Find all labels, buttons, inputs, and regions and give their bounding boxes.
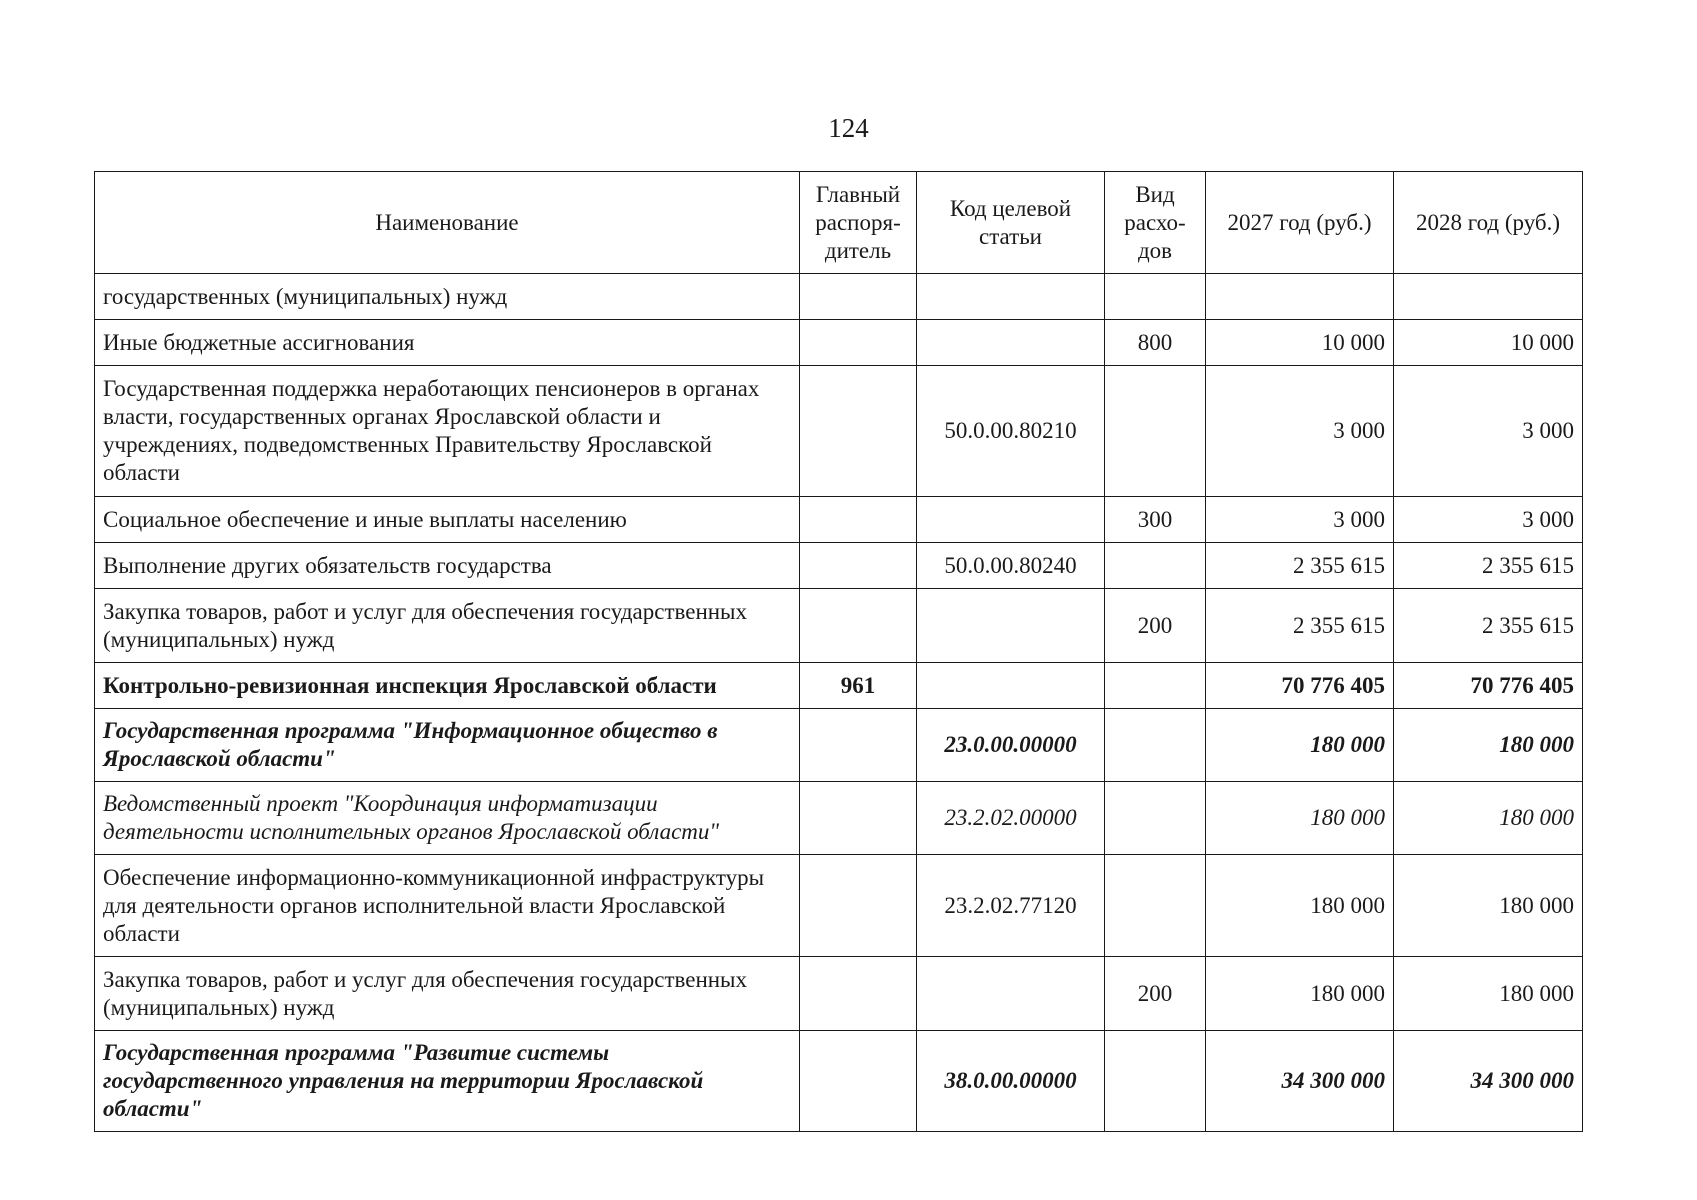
row-name: государственных (муниципальных) нужд xyxy=(95,274,800,320)
header-expense-type: Вид расхо-дов xyxy=(1105,172,1206,274)
row-name: Социальное обеспечение и иные выплаты населению xyxy=(95,497,800,543)
row-name: Контрольно-ревизионная инспекция Ярославской области xyxy=(95,663,800,709)
row-manager xyxy=(800,497,917,543)
row-type: 200 xyxy=(1105,957,1206,1031)
row-2028: 10 000 xyxy=(1394,320,1583,366)
row-manager xyxy=(800,366,917,497)
row-type xyxy=(1105,366,1206,497)
row-manager: 961 xyxy=(800,663,917,709)
row-type xyxy=(1105,855,1206,957)
row-name: Выполнение других обязательств государства xyxy=(95,543,800,589)
row-type: 300 xyxy=(1105,497,1206,543)
row-manager xyxy=(800,855,917,957)
header-year-2027: 2027 год (руб.) xyxy=(1206,172,1394,274)
row-2027: 180 000 xyxy=(1206,782,1394,855)
row-type xyxy=(1105,1031,1206,1132)
table-row xyxy=(95,589,1583,663)
row-2027: 2 355 615 xyxy=(1206,589,1394,663)
row-name: Иные бюджетные ассигнования xyxy=(95,320,800,366)
row-name: Государственная программа "Информационное общество в Ярославской области" xyxy=(95,709,800,782)
row-manager xyxy=(800,1031,917,1132)
row-2027: 34 300 000 xyxy=(1206,1031,1394,1132)
row-code: 38.0.00.00000 xyxy=(917,1031,1105,1132)
table-row xyxy=(95,709,1583,782)
row-type xyxy=(1105,663,1206,709)
row-code xyxy=(917,274,1105,320)
header-year-2028: 2028 год (руб.) xyxy=(1394,172,1583,274)
row-2027 xyxy=(1206,274,1394,320)
table-row xyxy=(95,957,1583,1031)
row-2028: 180 000 xyxy=(1394,855,1583,957)
table-row xyxy=(95,1031,1583,1132)
header-target-code: Код целевой статьи xyxy=(917,172,1105,274)
table-row xyxy=(95,782,1583,855)
row-code: 23.2.02.77120 xyxy=(917,855,1105,957)
row-2028: 2 355 615 xyxy=(1394,589,1583,663)
row-name: Закупка товаров, работ и услуг для обеспечения государственных (муниципальных) нужд xyxy=(95,957,800,1031)
row-code xyxy=(917,320,1105,366)
row-2027: 3 000 xyxy=(1206,366,1394,497)
row-name: Обеспечение информационно-коммуникационной инфраструктуры для деятельности органов исполнительной власти Ярославской области xyxy=(95,855,800,957)
table-header-row xyxy=(95,172,1583,274)
row-2027: 10 000 xyxy=(1206,320,1394,366)
row-2027: 2 355 615 xyxy=(1206,543,1394,589)
row-manager xyxy=(800,709,917,782)
row-code: 50.0.00.80210 xyxy=(917,366,1105,497)
row-2027: 180 000 xyxy=(1206,709,1394,782)
header-name: Наименование xyxy=(95,172,800,274)
row-code xyxy=(917,957,1105,1031)
row-2028: 180 000 xyxy=(1394,782,1583,855)
row-type xyxy=(1105,709,1206,782)
row-name: Ведомственный проект "Координация информатизации деятельности исполнительных органов Ярославской области" xyxy=(95,782,800,855)
table-row xyxy=(95,663,1583,709)
page-number: 124 xyxy=(828,113,869,143)
row-manager xyxy=(800,782,917,855)
table-row xyxy=(95,320,1583,366)
row-manager xyxy=(800,589,917,663)
header-main-manager: Главный распоря-дитель xyxy=(800,172,917,274)
row-type: 800 xyxy=(1105,320,1206,366)
row-code: 50.0.00.80240 xyxy=(917,543,1105,589)
row-type: 200 xyxy=(1105,589,1206,663)
row-name: Государственная программа "Развитие системы государственного управления на территории Ярославской области" xyxy=(95,1031,800,1132)
row-2028: 180 000 xyxy=(1394,709,1583,782)
row-manager xyxy=(800,274,917,320)
row-2027: 70 776 405 xyxy=(1206,663,1394,709)
row-type xyxy=(1105,274,1206,320)
row-manager xyxy=(800,957,917,1031)
row-code xyxy=(917,589,1105,663)
row-2028: 70 776 405 xyxy=(1394,663,1583,709)
row-2028: 3 000 xyxy=(1394,366,1583,497)
row-2028 xyxy=(1394,274,1583,320)
row-name: Государственная поддержка неработающих пенсионеров в органах власти, государственных органах Ярославской области и учреждениях, подведомственных Правительству Ярославской области xyxy=(95,366,800,497)
row-type xyxy=(1105,782,1206,855)
row-2027: 3 000 xyxy=(1206,497,1394,543)
row-code xyxy=(917,663,1105,709)
row-code: 23.2.02.00000 xyxy=(917,782,1105,855)
table-row xyxy=(95,366,1583,497)
row-2028: 2 355 615 xyxy=(1394,543,1583,589)
row-2028: 34 300 000 xyxy=(1394,1031,1583,1132)
row-2028: 180 000 xyxy=(1394,957,1583,1031)
table-row xyxy=(95,497,1583,543)
row-2027: 180 000 xyxy=(1206,957,1394,1031)
row-name: Закупка товаров, работ и услуг для обеспечения государственных (муниципальных) нужд xyxy=(95,589,800,663)
row-code xyxy=(917,497,1105,543)
table-row xyxy=(95,543,1583,589)
row-code: 23.0.00.00000 xyxy=(917,709,1105,782)
budget-table xyxy=(94,171,1583,1132)
row-manager xyxy=(800,320,917,366)
table-row xyxy=(95,855,1583,957)
row-type xyxy=(1105,543,1206,589)
row-manager xyxy=(800,543,917,589)
table-row xyxy=(95,274,1583,320)
row-2028: 3 000 xyxy=(1394,497,1583,543)
row-2027: 180 000 xyxy=(1206,855,1394,957)
